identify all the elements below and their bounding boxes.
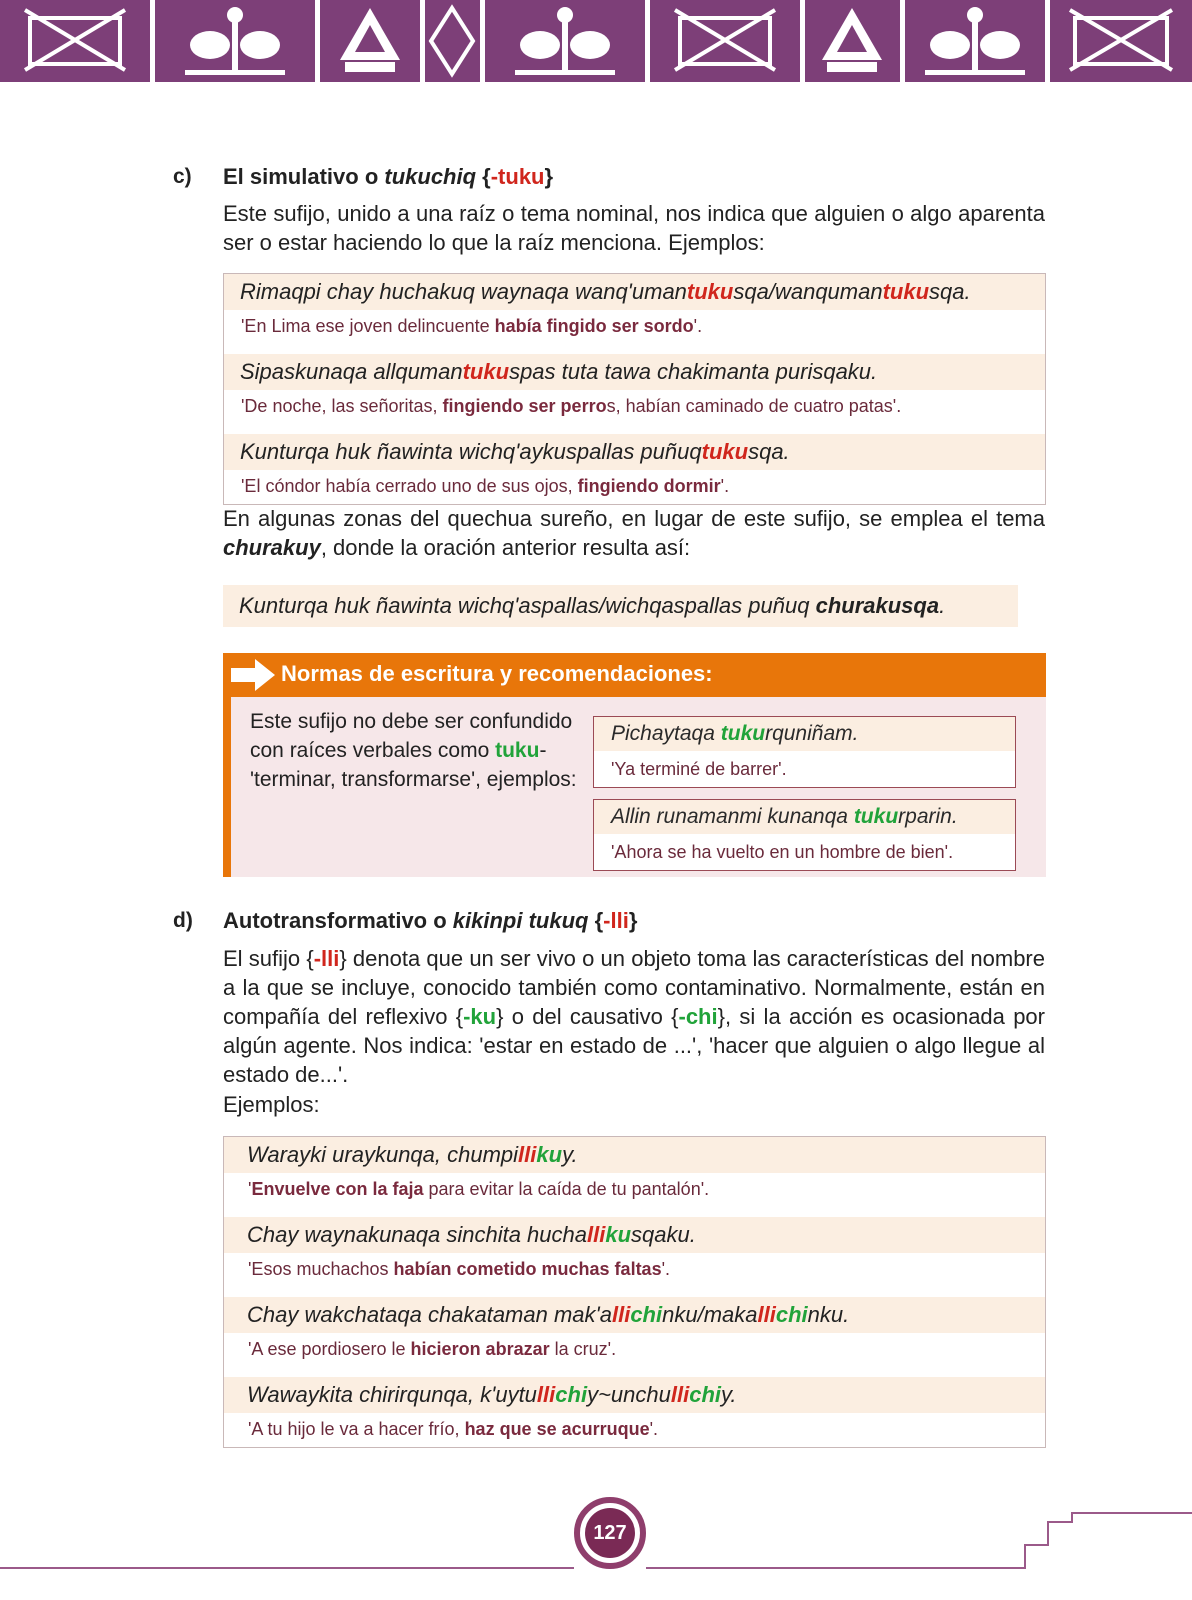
example-spanish: 'Envuelve con la faja para evitar la caída de tu pantalón'. <box>248 1179 710 1199</box>
example-spanish: 'Ya terminé de barrer'. <box>611 759 787 779</box>
example-spanish: 'En Lima ese joven delincuente había fingido ser sordo'. <box>241 316 703 336</box>
example-quechua: Wawaykita chirirqunqa, k'uytullichiy~unchullichiy. <box>224 1377 1045 1413</box>
page-number-badge <box>574 1497 646 1569</box>
example-spanish: 'Esos muchachos habían cometido muchas faltas'. <box>248 1259 671 1279</box>
example-spanish: 'El cóndor había cerrado uno de sus ojos, fingiendo dormir'. <box>241 476 730 496</box>
paragraph: En algunas zonas del quechua sureño, en lugar de este sufijo, se emplea el tema churakuy, donde la oración anterior resulta así: <box>223 506 1045 560</box>
section-title: El simulativo o tukuchiq {-tuku} <box>223 164 554 189</box>
norms-title: Normas de escritura y recomendaciones: <box>281 661 713 686</box>
norms-text: Este sufijo no debe ser confundido con raíces verbales como tuku- 'terminar, transformarse', ejemplos: <box>250 710 577 791</box>
example-spanish: 'A ese pordiosero le hicieron abrazar la cruz'. <box>248 1339 617 1359</box>
example-spanish: 'A tu hijo le va a hacer frío, haz que se acurruque'. <box>248 1419 659 1439</box>
section-title: Autotransformativo o kikinpi tukuq {-lli} <box>223 908 638 933</box>
paragraph: Este sufijo, unido a una raíz o tema nominal, nos indica que alguien o algo aparenta ser o estar haciendo lo que la raíz menciona. Ejemplos: <box>223 201 1045 255</box>
paragraph: El sufijo {-lli} denota que un ser vivo o un objeto toma las características del nombre a la que se incluye, conocido también como contaminativo. Normalmente, están en compañía del reflexivo {-ku} o del causativo {-chi}, si la acción es ocasionada por algún agente. Nos indica: 'estar en estado de ...', 'hacer que alguien o algo llegue al estado de...'. <box>223 946 1045 1087</box>
example-quechua: Kunturqa huk ñawinta wichq'aykuspallas puñuqtukusqa. <box>224 434 1045 470</box>
example-quechua: Allin runamanmi kunanqa tukurparin. <box>594 800 1015 834</box>
example-spanish: 'Ahora se ha vuelto en un hombre de bien'. <box>611 842 954 862</box>
example-quechua: Warayki uraykunqa, chumpillikuy. <box>224 1137 1045 1173</box>
example-quechua: Chay wakchataqa chakataman mak'allichinku/makallichinku. <box>224 1297 1045 1333</box>
section-letter: c) <box>173 165 192 188</box>
page-number: 127 <box>585 1508 635 1558</box>
example-quechua: Rimaqpi chay huchakuq waynaqa wanq'umantukusqa/wanqumantukusqa. <box>224 274 1045 310</box>
section-letter: d) <box>173 909 193 932</box>
example-spanish: 'De noche, las señoritas, fingiendo ser perros, habían caminado de cuatro patas'. <box>241 396 902 416</box>
example-quechua: Kunturqa huk ñawinta wichq'aspallas/wichqaspallas puñuq churakusqa. <box>223 585 1018 627</box>
example-quechua: Chay waynakunaqa sinchita huchallikusqaku. <box>224 1217 1045 1253</box>
examples-label: Ejemplos: <box>223 1092 320 1117</box>
example-quechua: Sipaskunaqa allqumantukuspas tuta tawa chakimanta purisqaku. <box>224 354 1045 390</box>
example-quechua: Pichaytaqa tukurquniñam. <box>594 717 1015 751</box>
